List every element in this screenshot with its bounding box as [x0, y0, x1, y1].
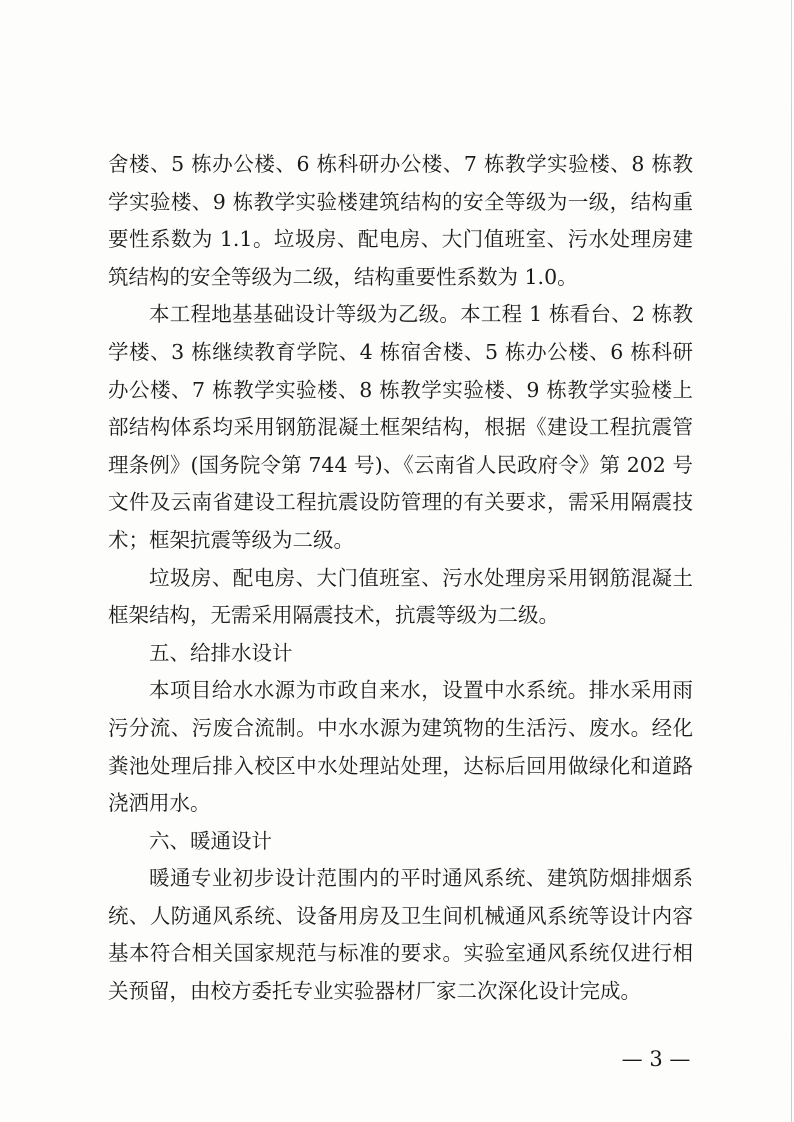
paragraph-auxiliary-buildings: 垃圾房、配电房、大门值班室、污水处理房采用钢筋混凝土框架结构，无需采用隔震技术，抗震等级为二级。 [108, 565, 693, 628]
paragraph-structure-safety: 舍楼、5 栋办公楼、6 栋科研办公楼、7 栋教学实验楼、8 栋教学实验楼、9 栋教学实验楼建筑结构的安全等级为一级，结构重要性系数为 1.1。垃圾房、配电房、大门值班室、污水处理房建筑结构的安全等级为二级，结构重要性系数为 1.0。 [108, 152, 693, 289]
paragraph-hvac: 暖通专业初步设计范围内的平时通风系统、建筑防烟排烟系统、人防通风系统、设备用房及卫生间机械通风系统等设计内容基本符合相关国家规范与标准的要求。实验室通风系统仅进行相关预留，由校方委托专业实验器材厂家二次深化设计完成。 [108, 866, 693, 1004]
page-number: — 3 — [621, 1047, 691, 1071]
paragraph-foundation-design: 本工程地基基础设计等级为乙级。本工程 1 栋看台、2 栋教学楼、3 栋继续教育学院、4 栋宿舍楼、5 栋办公楼、6 栋科研办公楼、7 栋教学实验楼、8 栋教学实验楼、9 栋教学实验楼上部结构体系均采用钢筋混凝土框架结构，根据《建设工程抗震管理条例》(国务院令第 744 号)、《云南省人民政府令》第 202 号文件及云南省建设工程抗震设防管理的有关要求，需采用隔震技术；框架抗震等级为二级。 [108, 302, 693, 552]
scan-edge-line [791, 0, 792, 1122]
paragraph-water-supply: 本项目给水水源为市政自来水，设置中水系统。排水采用雨污分流、污废合流制。中水水源为建筑物的生活污、废水。经化粪池处理后排入校区中水处理站处理，达标后回用做绿化和道路浇洒用水。 [108, 678, 693, 816]
section-heading-hvac: 六、暖通设计 [149, 828, 272, 853]
section-heading-water-supply: 五、给排水设计 [149, 640, 293, 665]
document-body [108, 146, 693, 1011]
